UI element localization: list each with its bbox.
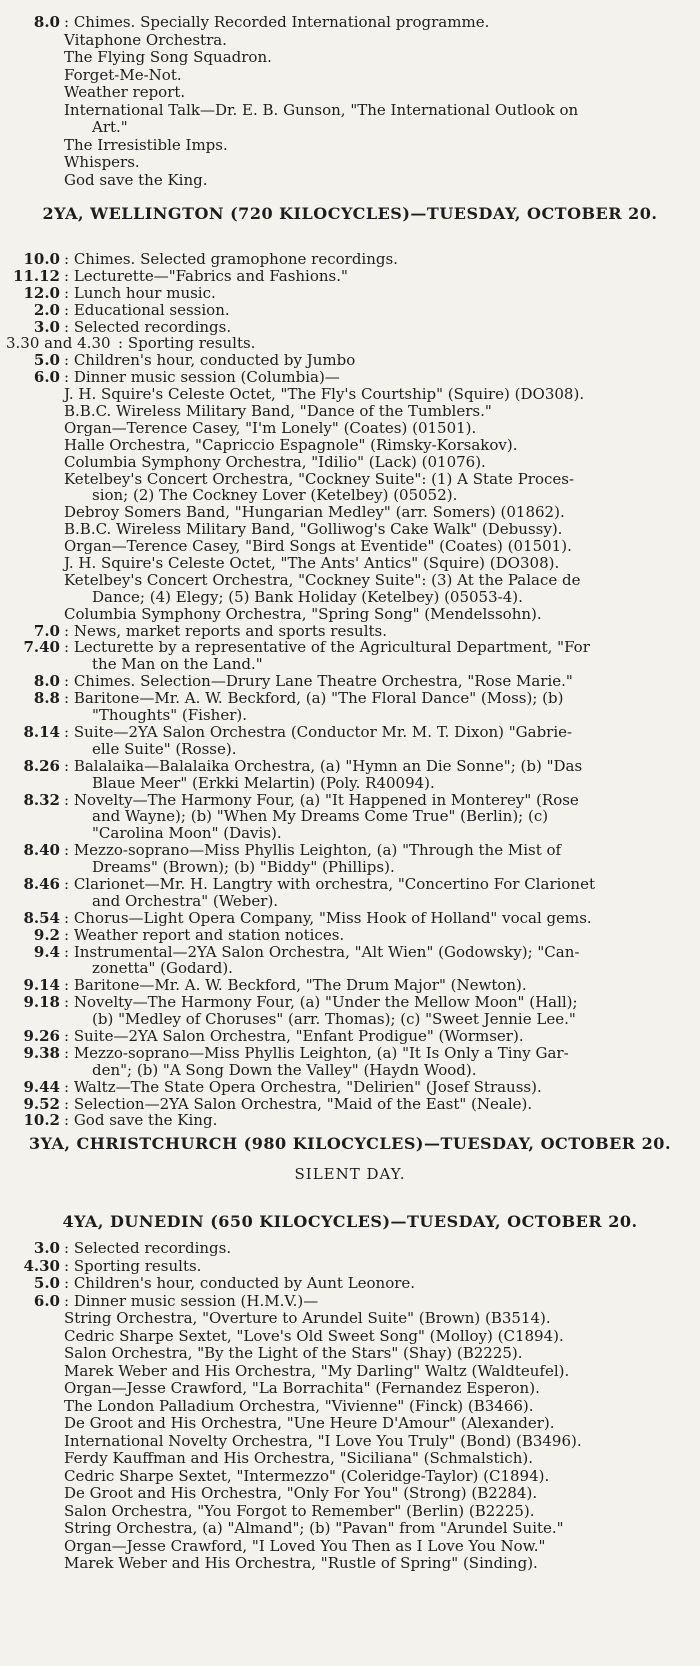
time-label: 8.26: [23, 757, 60, 775]
time-label: 8.32: [23, 791, 60, 809]
programme-text: Whispers.: [64, 154, 140, 171]
time-label: 3.30 and 4.30: [6, 335, 111, 353]
programme-line: [0, 1503, 700, 1521]
programme-line: [0, 639, 700, 656]
programme-line: [0, 454, 700, 471]
programme-line: [0, 1293, 700, 1311]
programme-line: [0, 172, 700, 190]
time-label: 8.40: [23, 842, 60, 860]
time-label: 9.18: [23, 994, 60, 1012]
programme-line: [0, 1028, 700, 1045]
programme-text: Art.": [92, 119, 128, 136]
programme-line: [0, 741, 700, 758]
programme-line: [0, 67, 700, 85]
programme-text: and Wayne); (b) "When My Dreams Come True" (Berlin); (c): [92, 808, 549, 826]
programme-text: : Dinner music session (H.M.V.)—: [64, 1292, 319, 1310]
programme-text: String Orchestra, "Overture to Arundel Suite" (Brown) (B3514).: [64, 1310, 551, 1327]
programme-text: : Baritone—Mr. A. W. Beckford, (a) "The Floral Dance" (Moss); (b): [64, 690, 564, 708]
programme-line: [0, 1011, 700, 1028]
programme-text: Organ—Jesse Crawford, "La Borrachita" (Fernandez Esperon).: [64, 1380, 540, 1397]
programme-line: [0, 1096, 700, 1113]
programme-line: [0, 1433, 700, 1451]
programme-line: [0, 487, 700, 504]
programme-text: : Lecturette—"Fabrics and Fashions.": [64, 267, 348, 285]
programme-line: [0, 673, 700, 690]
programme-text: J. H. Squire's Celeste Octet, "The Ants' Antics" (Squire) (DO308).: [64, 555, 560, 572]
time-label: 8.0: [33, 14, 60, 31]
time-label: 8.8: [33, 690, 60, 708]
programme-line: [0, 606, 700, 623]
programme-line: [0, 555, 700, 572]
time-label: 9.44: [23, 1078, 60, 1096]
section-heading-4ya: 4YA, DUNEDIN (650 KILOCYCLES)—TUESDAY, OCTOBER 20.: [62, 1212, 638, 1231]
programme-line: [0, 1240, 700, 1258]
section-2ya-listing: [0, 251, 700, 1129]
programme-text: : Chimes. Selection—Drury Lane Theatre Orchestra, "Rose Marie.": [64, 673, 573, 691]
programme-text: Weather report.: [64, 84, 186, 101]
programme-text: : Lecturette by a representative of the Agricultural Department, "For: [64, 639, 590, 657]
programme-text: The Irresistible Imps.: [64, 136, 228, 154]
programme-line: [0, 1485, 700, 1503]
programme-text: Columbia Symphony Orchestra, "Idilio" (Lack) (01076).: [64, 453, 486, 471]
programme-text: : Balalaika—Balalaika Orchestra, (a) "Hymn an Die Sonne"; (b) "Das: [64, 757, 583, 775]
programme-line: [0, 960, 700, 977]
time-label: 5.0: [33, 1275, 60, 1292]
programme-line: [0, 1345, 700, 1363]
programme-text: : Instrumental—2YA Salon Orchestra, "Alt Wien" (Godowsky); "Can-: [64, 943, 580, 961]
programme-text: Ketelbey's Concert Orchestra, "Cockney Suite": (1) A State Proces-: [64, 470, 575, 488]
time-label: 7.0: [33, 622, 60, 640]
time-label: 9.2: [33, 926, 60, 944]
programme-text: J. H. Squire's Celeste Octet, "The Fly's Courtship" (Squire) (DO308).: [64, 386, 585, 404]
time-label: 6.0: [33, 369, 60, 387]
programme-text: The London Palladium Orchestra, "Vivienne" (Finck) (B3466).: [64, 1397, 534, 1415]
programme-line: [0, 994, 700, 1011]
programme-text: Cedric Sharpe Sextet, "Love's Old Sweet Song" (Molloy) (C1894).: [64, 1327, 564, 1345]
programme-text: : Mezzo-soprano—Miss Phyllis Leighton, (a) "It Is Only a Tiny Gar-: [64, 1044, 569, 1062]
section-4ya-listing: [0, 1240, 700, 1573]
programme-text: : Suite—2YA Salon Orchestra (Conductor Mr. M. T. Dixon) "Gabrie-: [64, 723, 573, 741]
programme-line: [0, 302, 700, 319]
programme-text: : Selection—2YA Salon Orchestra, "Maid of the East" (Neale).: [64, 1095, 533, 1113]
programme-text: De Groot and His Orchestra, "Une Heure D'Amour" (Alexander).: [64, 1415, 555, 1432]
time-label: 9.38: [23, 1044, 60, 1062]
programme-line: [0, 707, 700, 724]
programme-line: [0, 369, 700, 386]
programme-line: [0, 758, 700, 775]
time-label: 9.14: [23, 977, 60, 995]
programme-text: Marek Weber and His Orchestra, "My Darling" Waltz (Waldteufel).: [64, 1362, 570, 1380]
programme-text: B.B.C. Wireless Military Band, "Golliwog's Cake Walk" (Debussy).: [64, 521, 563, 539]
programme-line: [0, 893, 700, 910]
programme-line: [0, 1045, 700, 1062]
programme-text: Ferdy Kauffman and His Orchestra, "Siciliana" (Schmalstich).: [64, 1450, 533, 1467]
time-label: 10.0: [23, 251, 60, 268]
programme-line: [0, 1328, 700, 1346]
time-label: 10.2: [23, 1112, 60, 1130]
programme-text: : Sporting results.: [118, 335, 256, 353]
programme-text: (b) "Medley of Choruses" (arr. Thomas); (c) "Sweet Jennie Lee.": [92, 1011, 576, 1028]
programme-text: Columbia Symphony Orchestra, "Spring Song" (Mendelssohn).: [64, 605, 542, 623]
programme-text: Dance; (4) Elegy; (5) Bank Holiday (Ketelbey) (05053-4).: [92, 588, 523, 606]
programme-text: God save the King.: [64, 171, 208, 189]
programme-text: : Lunch hour music.: [64, 284, 216, 302]
silent-day-note: SILENT DAY.: [294, 1165, 406, 1183]
programme-text: Marek Weber and His Orchestra, "Rustle of Spring" (Sinding).: [64, 1555, 538, 1572]
time-label: 3.0: [33, 318, 60, 336]
programme-line: [0, 825, 700, 842]
time-label: 9.52: [23, 1095, 60, 1113]
programme-text: Organ—Jesse Crawford, "I Loved You Then as I Love You Now.": [64, 1537, 546, 1555]
time-label: 6.0: [33, 1292, 60, 1310]
programme-text: Blaue Meer" (Erkki Melartin) (Poly. R40094).: [92, 774, 435, 792]
programme-text: : Clarionet—Mr. H. Langtry with orchestra, "Concertino For Clarionet: [64, 875, 595, 893]
programme-text: sion; (2) The Cockney Lover (Ketelbey) (05052).: [92, 487, 458, 505]
programme-text: zonetta" (Godard).: [92, 960, 233, 978]
programme-line: [0, 335, 700, 352]
programme-line: [0, 1363, 700, 1381]
programme-line: [0, 775, 700, 792]
programme-line: [0, 724, 700, 741]
programme-line: [0, 1112, 700, 1129]
programme-line: [0, 1079, 700, 1096]
programme-text: : News, market reports and sports results.: [64, 622, 388, 640]
programme-line: [0, 504, 700, 521]
programme-text: : Suite—2YA Salon Orchestra, "Enfant Prodigue" (Wormser).: [64, 1027, 524, 1045]
programme-line: [0, 623, 700, 640]
section-continuation: [0, 14, 700, 189]
programme-line: [0, 572, 700, 589]
time-label: 8.54: [23, 909, 60, 927]
section-heading-3ya: 3YA, CHRISTCHURCH (980 KILOCYCLES)—TUESDAY, OCTOBER 20.: [28, 1134, 672, 1153]
programme-text: : Children's hour, conducted by Aunt Leonore.: [64, 1275, 416, 1292]
programme-text: : Chimes. Selected gramophone recordings.: [64, 251, 398, 268]
programme-line: [0, 403, 700, 420]
programme-line: [0, 1258, 700, 1276]
programme-line: [0, 808, 700, 825]
programme-text: : Chimes. Specially Recorded International programme.: [64, 14, 490, 31]
time-label: 5.0: [33, 352, 60, 370]
programme-text: Dreams" (Brown); (b) "Biddy" (Phillips).: [92, 859, 395, 876]
programme-line: [0, 521, 700, 538]
programme-text: International Talk—Dr. E. B. Gunson, "The International Outlook on: [64, 101, 579, 119]
programme-line: [0, 420, 700, 437]
programme-text: De Groot and His Orchestra, "Only For You" (Strong) (B2284).: [64, 1485, 538, 1502]
programme-line: [0, 792, 700, 809]
programme-line: [0, 1398, 700, 1416]
programme-text: : Mezzo-soprano—Miss Phyllis Leighton, (a) "Through the Mist of: [64, 842, 562, 860]
programme-line: [0, 352, 700, 369]
programme-line: [0, 49, 700, 67]
programme-line: [0, 589, 700, 606]
programme-line: [0, 1450, 700, 1468]
time-label: 12.0: [23, 284, 60, 302]
programme-text: and Orchestra" (Weber).: [92, 892, 279, 910]
programme-text: Cedric Sharpe Sextet, "Intermezzo" (Coleridge-Taylor) (C1894).: [64, 1467, 550, 1485]
programme-line: [0, 842, 700, 859]
programme-line: [0, 471, 700, 488]
programme-line: [0, 538, 700, 555]
programme-line: [0, 1520, 700, 1538]
programme-line: [0, 119, 700, 137]
time-label: 9.26: [23, 1027, 60, 1045]
programme-line: [0, 1415, 700, 1433]
programme-text: Debroy Somers Band, "Hungarian Medley" (arr. Somers) (01862).: [64, 504, 565, 522]
programme-line: [0, 137, 700, 155]
programme-text: Salon Orchestra, "By the Light of the Stars" (Shay) (B2225).: [64, 1345, 523, 1362]
programme-text: : Novelty—The Harmony Four, (a) "Under the Mellow Moon" (Hall);: [64, 994, 578, 1012]
programme-text: International Novelty Orchestra, "I Love You Truly" (Bond) (B3496).: [64, 1432, 582, 1450]
programme-text: elle Suite" (Rosse).: [92, 740, 237, 758]
programme-line: [0, 319, 700, 336]
programme-line: [0, 1062, 700, 1079]
time-label: 8.46: [23, 875, 60, 893]
programme-line: [0, 977, 700, 994]
programme-text: Salon Orchestra, "You Forgot to Remember" (Berlin) (B2225).: [64, 1502, 535, 1520]
programme-text: Ketelbey's Concert Orchestra, "Cockney Suite": (3) At the Palace de: [64, 571, 581, 589]
programme-line: [0, 268, 700, 285]
time-label: 4.30: [23, 1257, 60, 1275]
programme-text: : Educational session.: [64, 301, 230, 319]
programme-text: : Weather report and station notices.: [64, 926, 345, 944]
programme-line: [0, 1468, 700, 1486]
programme-line: [0, 1380, 700, 1398]
programme-line: [0, 154, 700, 172]
programme-text: : Waltz—The State Opera Orchestra, "Delirien" (Josef Strauss).: [64, 1078, 542, 1096]
programme-text: Vitaphone Orchestra.: [64, 31, 227, 49]
programme-line: [0, 251, 700, 268]
programme-text: Organ—Terence Casey, "Bird Songs at Eventide" (Coates) (01501).: [64, 538, 572, 556]
programme-line: [0, 944, 700, 961]
programme-line: [0, 876, 700, 893]
programme-line: [0, 1275, 700, 1293]
time-label: 2.0: [33, 301, 60, 319]
programme-text: Halle Orchestra, "Capriccio Espagnole" (Rimsky-Korsakov).: [64, 436, 518, 454]
programme-line: [0, 910, 700, 927]
programme-line: [0, 386, 700, 403]
programme-text: : Selected recordings.: [64, 1240, 232, 1257]
time-label: 7.40: [23, 639, 60, 657]
time-label: 8.0: [33, 673, 60, 691]
programme-text: String Orchestra, (a) "Almand"; (b) "Pavan" from "Arundel Suite.": [64, 1520, 564, 1537]
programme-text: The Flying Song Squadron.: [64, 49, 272, 66]
time-label: 3.0: [33, 1240, 60, 1257]
programme-line: [0, 1538, 700, 1556]
time-label: 11.12: [13, 267, 60, 285]
programme-text: : God save the King.: [64, 1112, 218, 1130]
programme-text: "Thoughts" (Fisher).: [92, 707, 247, 724]
programme-line: [0, 859, 700, 876]
programme-line: [0, 437, 700, 454]
programme-line: [0, 32, 700, 50]
programme-text: : Chorus—Light Opera Company, "Miss Hook of Holland" vocal gems.: [64, 909, 592, 927]
programme-line: [0, 84, 700, 102]
time-label: 8.14: [23, 723, 60, 741]
programme-text: : Selected recordings.: [64, 318, 232, 336]
programme-line: [0, 1310, 700, 1328]
programme-line: [0, 14, 700, 32]
section-heading-2ya: 2YA, WELLINGTON (720 KILOCYCLES)—TUESDAY, OCTOBER 20.: [42, 204, 658, 223]
programme-text: "Carolina Moon" (Davis).: [92, 825, 282, 843]
programme-line: [0, 927, 700, 944]
programme-text: : Sporting results.: [64, 1257, 202, 1275]
programme-text: Organ—Terence Casey, "I'm Lonely" (Coates) (01501).: [64, 419, 477, 437]
programme-text: : Baritone—Mr. A. W. Beckford, "The Drum Major" (Newton).: [64, 977, 527, 995]
programme-text: B.B.C. Wireless Military Band, "Dance of the Tumblers.": [64, 403, 492, 420]
programme-text: the Man on the Land.": [92, 656, 263, 674]
programme-text: den"; (b) "A Song Down the Valley" (Haydn Wood).: [92, 1061, 477, 1079]
time-label: 9.4: [33, 943, 60, 961]
programme-line: [0, 102, 700, 120]
programme-text: : Children's hour, conducted by Jumbo: [64, 352, 356, 370]
programme-line: [0, 285, 700, 302]
programme-text: : Dinner music session (Columbia)—: [64, 369, 340, 387]
programme-line: [0, 656, 700, 673]
programme-line: [0, 1555, 700, 1573]
programme-line: [0, 690, 700, 707]
programme-text: Forget-Me-Not.: [64, 66, 182, 84]
programme-text: : Novelty—The Harmony Four, (a) "It Happened in Monterey" (Rose: [64, 791, 579, 809]
